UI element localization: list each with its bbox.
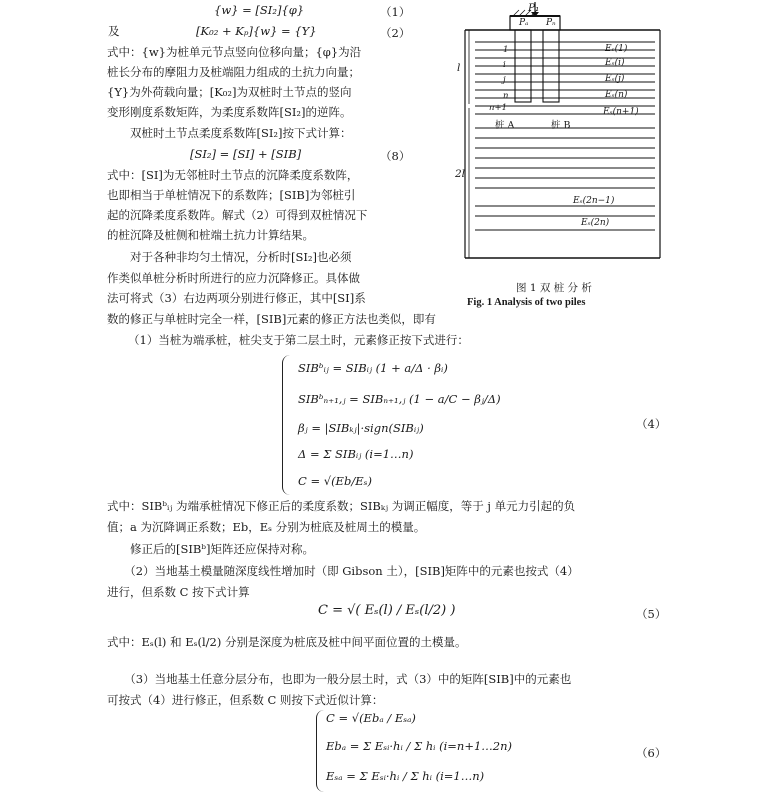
figure-two-piles bbox=[455, 0, 675, 270]
equation-6-line: C = √(Ebₐ / Eₛₐ) bbox=[326, 711, 416, 725]
node-index: j bbox=[503, 75, 506, 85]
equation-6-number: （6） bbox=[636, 746, 667, 760]
para-line: 也即相当于单桩情况下的系数阵；[SIB]为邻桩引 bbox=[107, 188, 356, 202]
para-line: 值；a 为沉降调正系数；Eb，Eₛ 分别为桩底及桩周土的模量。 bbox=[107, 520, 426, 534]
equation-6-line: Eₛₐ = Σ Eₛᵢ·hᵢ / Σ hᵢ (i=1…n) bbox=[326, 769, 485, 783]
node-index: n bbox=[503, 91, 509, 101]
equation-4-line: C = √(Eb/Eₛ) bbox=[298, 474, 372, 488]
layer-label: Eₛ(i) bbox=[605, 58, 625, 68]
case-1: （1）当桩为端承桩，桩尖支于第二层土时，元素修正按下式进行： bbox=[128, 333, 469, 347]
layer-label: Eₛ(1) bbox=[605, 44, 628, 54]
figure-caption-en: Fig. 1 Analysis of two piles bbox=[467, 297, 586, 308]
equation-2-prefix: 及 bbox=[108, 24, 120, 38]
layer-label: Eₛ(n) bbox=[605, 90, 628, 100]
para-line: 进行，但系数 C 按下式计算 bbox=[107, 585, 250, 599]
para-line: 数的修正与单桩时完全一样，[SIB]元素的修正方法也类似，即有 bbox=[107, 312, 436, 326]
equation-6-line: Ebₐ = Σ Eₛᵢ·hᵢ / Σ hᵢ (i=n+1…2n) bbox=[326, 739, 512, 753]
node-index: n+1 bbox=[489, 103, 508, 113]
para-line: 修正后的[SIBᵇ]矩阵还应保持对称。 bbox=[107, 542, 314, 556]
equation-1: {w} = [SI₂]{φ} bbox=[214, 3, 305, 17]
pile-a-label: 桩 A bbox=[495, 120, 515, 131]
para-line: 作类似单桩分析时所进行的应力沉降修正。具体做 bbox=[107, 271, 360, 285]
para-line: 可按式（4）进行修正，但系数 C 则按下式近似计算： bbox=[107, 693, 384, 707]
para-line: 起的沉降柔度系数阵。解式（2）可得到双桩情况下 bbox=[107, 208, 368, 222]
para-line: {Y}为外荷载向量；[K₀₂]为双桩时土节点的竖向 bbox=[107, 85, 352, 99]
equation-2-number: （2） bbox=[380, 26, 411, 40]
para-line: 式中：SIBᵇᵢⱼ 为端承桩情况下修正后的柔度系数；SIBₖⱼ 为调正幅度，等于 j 单元力引起的负 bbox=[107, 499, 576, 513]
pile-a-load: Pₐ bbox=[519, 18, 529, 28]
equation-4-line: SIBᵇᵢⱼ = SIBᵢⱼ (1 + a/Δ · βᵢ) bbox=[298, 361, 448, 375]
para-line: 式中：{w}为桩单元节点竖向位移向量；{φ}为沿 bbox=[107, 45, 362, 59]
equation-8-number: （8） bbox=[380, 149, 411, 163]
equation-2: [K₀₂ + Kₚ]{w} = {Y} bbox=[196, 24, 317, 38]
equation-4-line: Δ = Σ SIBᵢⱼ (i=1…n) bbox=[298, 447, 414, 461]
length-l-label: l bbox=[457, 62, 461, 74]
node-index: 1 bbox=[503, 45, 509, 55]
figure-caption-cn: 图 1 双 桩 分 析 bbox=[516, 282, 592, 294]
para-line: 的桩沉降及桩侧和桩端土抗力计算结果。 bbox=[107, 228, 314, 242]
para-line: 式中：Eₛ(l) 和 Eₛ(l/2) 分别是深度为桩底及桩中间平面位置的土模量。 bbox=[107, 635, 467, 649]
para-line: 变形刚度系数矩阵，为柔度系数阵[SI₂]的逆阵。 bbox=[107, 105, 352, 119]
para-line: 桩长分布的摩阻力及桩端阻力组成的土抗力向量； bbox=[107, 65, 360, 79]
node-index: i bbox=[503, 60, 506, 70]
pile-b-label: 桩 B bbox=[551, 120, 571, 131]
para-line: （2）当地基土模量随深度线性增加时（即 Gibson 土），[SIB]矩阵中的元素也按式（4） bbox=[107, 564, 579, 578]
para-line: （3）当地基土任意分层分布，也即为一般分层土时，式（3）中的矩阵[SIB]中的元素也 bbox=[107, 672, 572, 686]
length-2l-label: 2l bbox=[455, 168, 466, 180]
equation-8: [SI₂] = [SI] + [SIB] bbox=[190, 147, 302, 161]
load-label: P₁ bbox=[528, 2, 540, 14]
para-line: 式中：[SI]为无邻桩时土节点的沉降柔度系数阵， bbox=[107, 168, 359, 182]
layer-label: Eₛ(2n−1) bbox=[573, 196, 615, 206]
equation-5-number: （5） bbox=[636, 607, 667, 621]
figure-diagram bbox=[455, 0, 675, 270]
para-line: 法可将式（3）右边两项分别进行修正，其中[SI]系 bbox=[107, 291, 366, 305]
equation-5: C = √( Eₛ(l) / Eₛ(l/2) ) bbox=[318, 603, 456, 618]
para-line: 对于各种非均匀土情况，分析时[SI₂]也必须 bbox=[107, 250, 352, 264]
pile-b-load: Pₙ bbox=[546, 18, 556, 28]
para-line: 双桩时土节点柔度系数阵[SI₂]按下式计算： bbox=[107, 126, 352, 140]
equation-4-brace bbox=[282, 355, 293, 495]
equation-4-line: βⱼ = |SIBₖⱼ|·sign(SIBᵢⱼ) bbox=[298, 421, 424, 435]
equation-1-number: （1） bbox=[380, 5, 411, 19]
layer-label: Eₛ(j) bbox=[605, 74, 625, 84]
equation-4-number: （4） bbox=[636, 417, 667, 431]
equation-4-line: SIBᵇₙ₊₁,ⱼ = SIBₙ₊₁,ⱼ (1 − a/C − βⱼ/Δ) bbox=[298, 392, 501, 406]
layer-label: Eₛ(2n) bbox=[581, 218, 610, 228]
layer-label: Eₛ(n+1) bbox=[603, 107, 639, 117]
